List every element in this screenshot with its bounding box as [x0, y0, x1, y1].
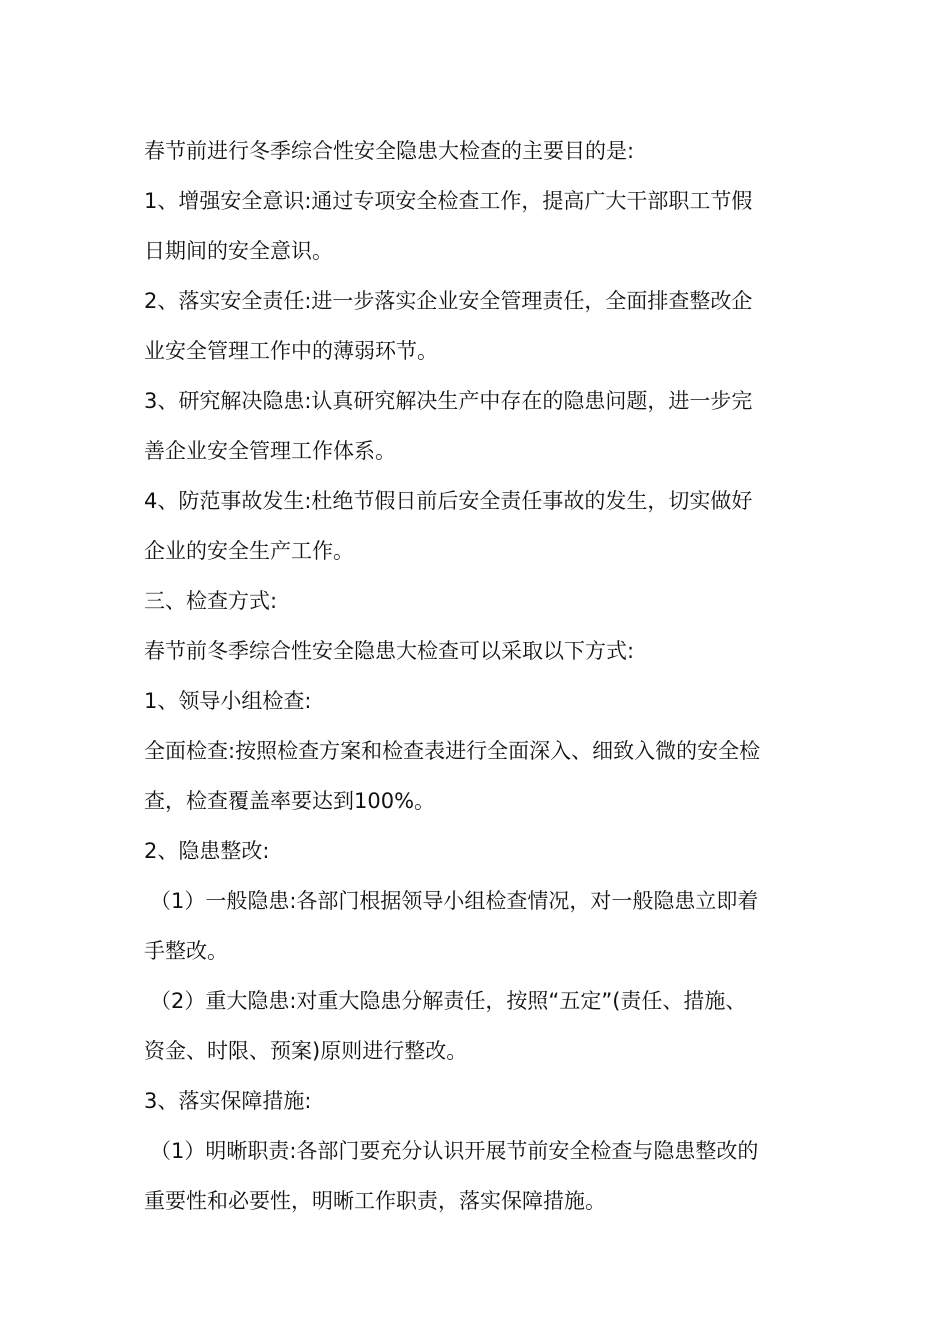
- text-line-item3-b: 善企业安全管理工作体系。: [144, 439, 396, 463]
- text-line-item2-a: 2、落实安全责任:进一步落实企业安全管理责任，全面排查整改企: [144, 289, 753, 313]
- text-line-intro: 春节前进行冬季综合性安全隐患大检查的主要目的是:: [144, 139, 635, 163]
- text-line-major-hazard-a: （2）重大隐患:对重大隐患分解责任，按照“五定”(责任、措施、: [150, 989, 747, 1013]
- subheading-safeguard-measures: 3、落实保障措施:: [144, 1089, 312, 1113]
- text-line-item2-b: 业安全管理工作中的薄弱环节。: [144, 339, 438, 363]
- text-line-general-hazard-a: （1）一般隐患:各部门根据领导小组检查情况，对一般隐患立即着: [150, 889, 759, 913]
- text-line-full-inspection-b: 查，检查覆盖率要达到100%。: [144, 789, 436, 813]
- text-line-clear-duties-b: 重要性和必要性，明晰工作职责，落实保障措施。: [144, 1189, 606, 1213]
- text-line-item1-a: 1、增强安全意识:通过专项安全检查工作，提高广大干部职工节假: [144, 189, 753, 213]
- text-line-full-inspection-a: 全面检查:按照检查方案和检查表进行全面深入、细致入微的安全检: [144, 739, 761, 763]
- document-body: [144, 126, 808, 1226]
- section-heading-inspection-method: 三、检查方式:: [144, 589, 278, 613]
- text-line-method-intro: 春节前冬季综合性安全隐患大检查可以采取以下方式:: [144, 639, 635, 663]
- text-line-item3-a: 3、研究解决隐患:认真研究解决生产中存在的隐患问题，进一步完: [144, 389, 753, 413]
- subheading-hazard-rectification: 2、隐患整改:: [144, 839, 270, 863]
- subheading-leadership-inspection: 1、领导小组检查:: [144, 689, 312, 713]
- text-line-general-hazard-b: 手整改。: [144, 939, 228, 963]
- text-line-item1-b: 日期间的安全意识。: [144, 239, 333, 263]
- text-line-item4-a: 4、防范事故发生:杜绝节假日前后安全责任事故的发生，切实做好: [144, 489, 753, 513]
- text-line-item4-b: 企业的安全生产工作。: [144, 539, 354, 563]
- text-line-major-hazard-b: 资金、时限、预案)原则进行整改。: [144, 1039, 468, 1063]
- text-line-clear-duties-a: （1）明晰职责:各部门要充分认识开展节前安全检查与隐患整改的: [150, 1139, 759, 1163]
